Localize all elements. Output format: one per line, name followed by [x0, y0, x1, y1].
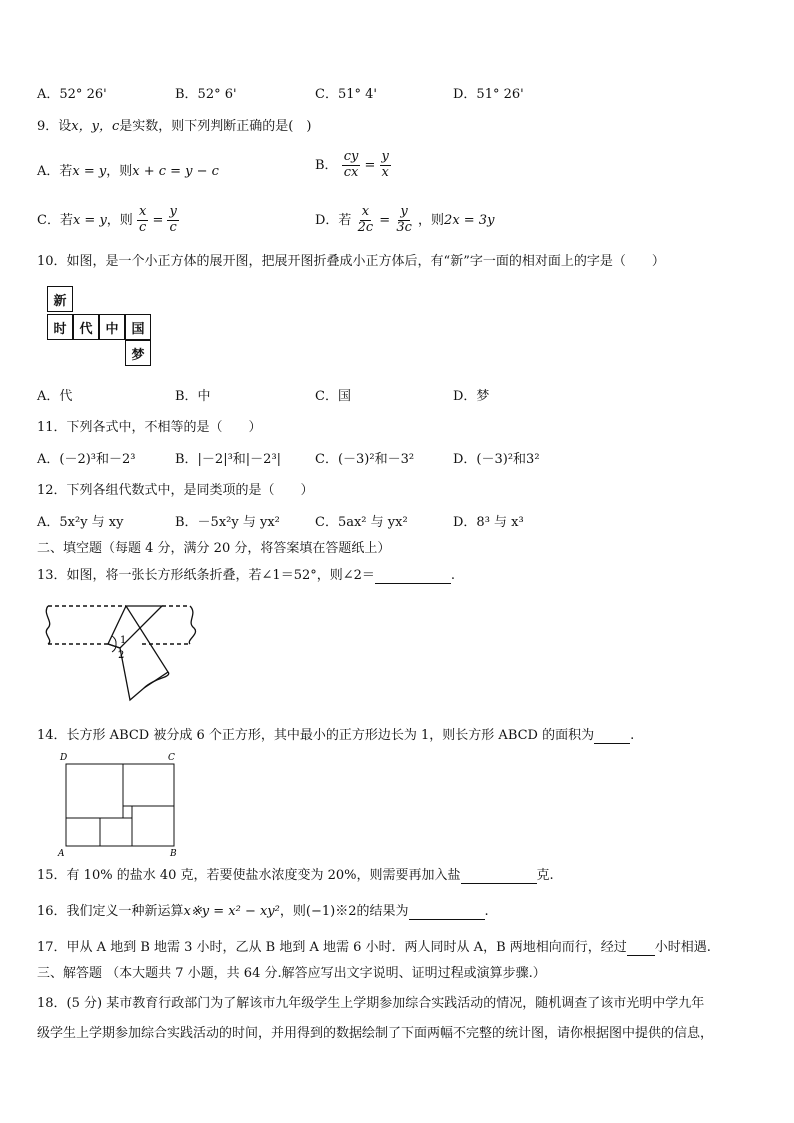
q9-option-d: D．若 $\frac{x}{2c}$ = $\frac{y}{3c}$ ，则2x = 3y — [315, 204, 495, 235]
cube-face-meng: 梦 — [125, 340, 151, 366]
q16-stem: 16．我们定义一种新运算x※y = x² − xy²，则(−1)※2的结果为 . — [37, 904, 489, 919]
cube-face-dai: 代 — [73, 314, 99, 340]
cube-face-guo: 国 — [125, 314, 151, 340]
q12-option-d: D．8³ 与 x³ — [453, 515, 524, 530]
folded-strip-figure — [40, 600, 200, 705]
q8-option-d: D．51° 26' — [453, 87, 524, 102]
q8-option-b: B．52° 6' — [175, 87, 237, 102]
q16-answer-blank[interactable] — [409, 904, 485, 920]
q9-stem: 9．设x，y，c是实数，则下列判断正确的是( ) — [37, 119, 312, 134]
angle-1-label: 1 — [120, 635, 127, 646]
q15-stem: 15．有 10% 的盐水 40 克，若要使盐水浓度变为 20%，则需要再加入盐 克. — [37, 868, 554, 883]
q9-option-a: A．若x = y，则x + c = y − c — [37, 164, 219, 179]
q13-stem: 13．如图，将一张长方形纸条折叠，若∠1＝52°，则∠2＝ . — [37, 568, 456, 583]
q12-stem: 12．下列各组代数式中，是同类项的是（ ） — [37, 483, 314, 498]
q12-option-b: B．－5x²y 与 yx² — [175, 515, 280, 530]
corner-label-a: A — [58, 849, 65, 859]
q10-option-b: B．中 — [175, 389, 211, 404]
q17-answer-blank[interactable] — [627, 940, 655, 956]
q9-option-c: C．若x = y，则 $\frac{x}{c}$ = $\frac{y}{c}$ — [37, 204, 177, 235]
q9-option-b: B． $\frac{cy}{cx}$ = $\frac{y}{x}$ — [315, 149, 389, 180]
section-solve-heading: 三、解答题 （本大题共 7 小题，共 64 分.解答应写出文字说明、证明过程或演算步骤.） — [37, 966, 546, 981]
q11-option-d: D．(－3)²和3² — [453, 452, 540, 467]
q12-option-c: C．5ax² 与 yx² — [315, 515, 408, 530]
q11-option-a: A．(－2)³和－2³ — [37, 452, 136, 467]
q10-option-a: A．代 — [37, 389, 73, 404]
cube-face-zhong: 中 — [99, 314, 125, 340]
corner-label-c: C — [168, 753, 175, 763]
q8-option-a: A．52° 26' — [37, 87, 107, 102]
q18-line-2: 级学生上学期参加综合实践活动的时间，并用得到的数据绘制了下面两幅不完整的统计图，请你根据图中提供的信息， — [37, 1026, 714, 1041]
q14-stem: 14．长方形 ABCD 被分成 6 个正方形，其中最小的正方形边长为 1，则长方形 ABCD 的面积为 . — [37, 728, 635, 743]
cube-net-figure — [47, 286, 157, 370]
cube-face-xin: 新 — [47, 286, 73, 312]
q10-option-d: D．梦 — [453, 389, 490, 404]
cube-face-shi: 时 — [47, 314, 73, 340]
section-fill-in-heading: 二、填空题（每题 4 分，满分 20 分，将答案填在答题纸上） — [37, 541, 391, 556]
q15-answer-blank[interactable] — [461, 868, 537, 884]
q18-line-1: 18．(5 分) 某市教育行政部门为了解该市九年级学生上学期参加综合实践活动的情况，随机调查了该市光明中学九年 — [37, 996, 705, 1011]
angle-2-label: 2 — [118, 650, 125, 661]
rectangle-squares-figure — [56, 748, 186, 860]
q14-answer-blank[interactable] — [594, 728, 630, 744]
q10-stem: 10．如图，是一个小正方体的展开图，把展开图折叠成小正方体后，有“新”字一面的相对面上的字是（ ） — [37, 254, 665, 269]
q11-option-b: B．|－2|³和|－2³| — [175, 452, 282, 467]
q8-option-c: C．51° 4' — [315, 87, 377, 102]
q11-stem: 11．下列各式中，不相等的是（ ） — [37, 420, 262, 435]
q11-option-c: C．(－3)²和－3² — [315, 452, 415, 467]
q17-stem: 17．甲从 A 地到 B 地需 3 小时，乙从 B 地到 A 地需 6 小时．两人同时从 A，B 两地相向而行，经过 小时相遇. — [37, 940, 711, 955]
corner-label-d: D — [60, 753, 68, 763]
q12-option-a: A．5x²y 与 xy — [37, 515, 124, 530]
corner-label-b: B — [170, 849, 177, 859]
q13-answer-blank[interactable] — [375, 568, 451, 584]
q10-option-c: C．国 — [315, 389, 351, 404]
